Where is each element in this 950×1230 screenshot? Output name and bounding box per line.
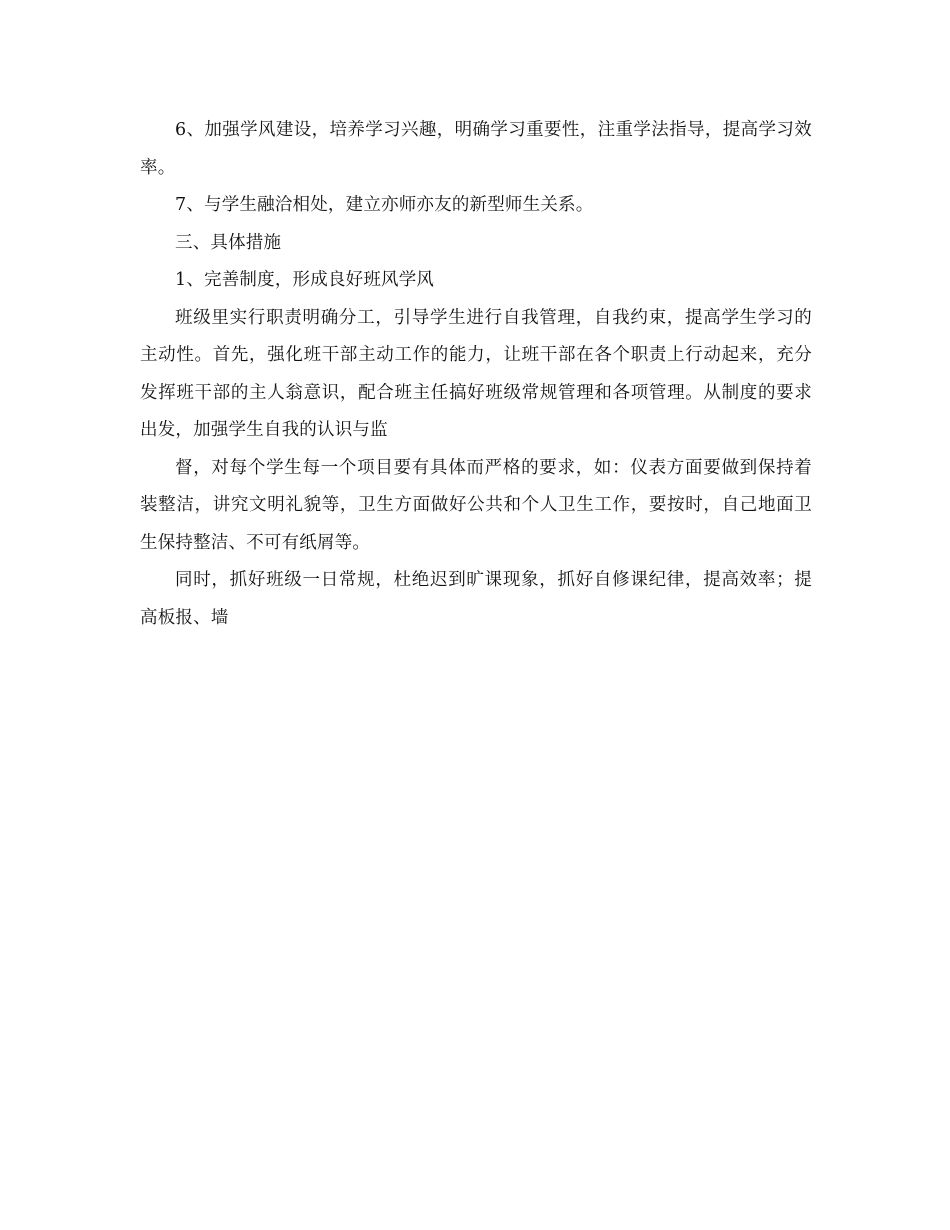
paragraph-requirements: 督，对每个学生每一个项目要有具体而严格的要求，如：仪表方面要做到保持着装整洁，讲究文明礼貌等，卫生方面做好公共和个人卫生工作，要按时，自己地面卫生保持整洁、不可有纸屑等。 bbox=[140, 457, 812, 553]
paragraph-class-management: 班级里实行职责明确分工，引导学生进行自我管理，自我约束，提高学生学习的主动性。首先，强化班干部主动工作的能力，让班干部在各个职责上行动起来，充分发挥班干部的主人翁意识，配合班主任搞好班级常规管理和各项管理。从制度的要求出发，加强学生自我的认识与监 bbox=[140, 307, 812, 440]
paragraph-daily-routine: 同时，抓好班级一日常规，杜绝迟到旷课现象，抓好自修课纪律，提高效率；提高板报、墙 bbox=[140, 570, 812, 628]
subheading-improve-system: 1、完善制度，形成良好班风学风 bbox=[175, 270, 435, 290]
section-heading-measures: 三、具体措施 bbox=[175, 232, 282, 253]
paragraph-item-7: 7、与学生融洽相处，建立亦师亦友的新型师生关系。 bbox=[175, 195, 594, 215]
document-page bbox=[140, 112, 812, 637]
paragraph-item-6: 6、加强学风建设，培养学习兴趣，明确学习重要性，注重学法指导，提高学习效率。 bbox=[140, 120, 812, 178]
